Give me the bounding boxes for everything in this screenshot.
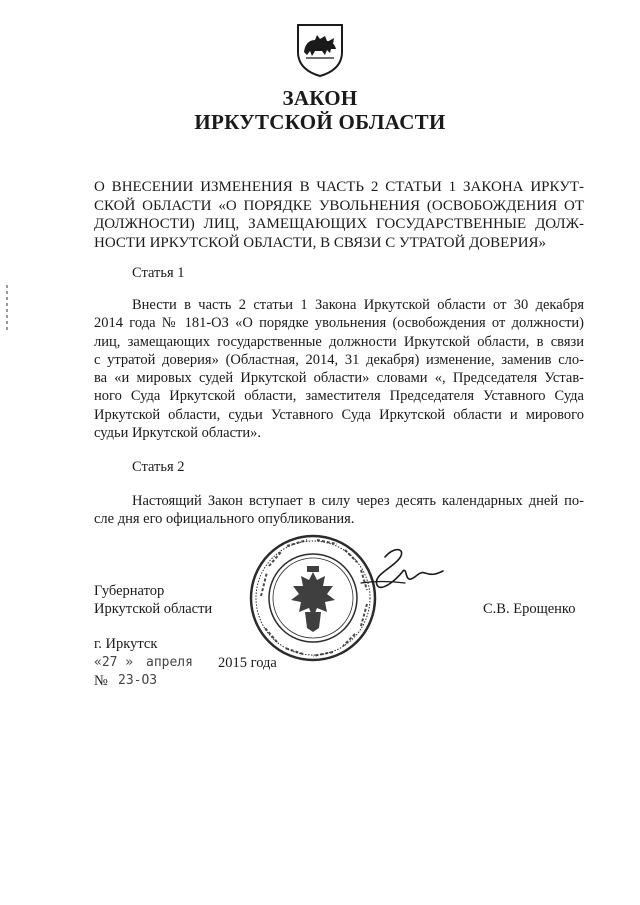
body-line: с утратой доверия» (Областная, 2014, 31 декабря) изменение, заменив сло- <box>94 351 584 368</box>
heading-line: СКОЙ ОБЛАСТИ «О ПОРЯДКЕ УВОЛЬНЕНИЯ (ОСВОБОЖДЕНИЯ ОТ <box>94 197 584 214</box>
body-line: лиц, замещающих государственные должности Иркутской области, в связи <box>94 333 584 350</box>
signer-position-line1: Губернатор <box>94 583 165 599</box>
scan-margin-mark <box>6 285 8 333</box>
body-line: сле дня его официального опубликования. <box>94 511 355 528</box>
body-line: Иркутской области, судьи Уставного Суда Иркутской области и мирового <box>94 406 584 423</box>
city: г. Иркутск <box>94 636 158 652</box>
number-label: № <box>94 673 108 689</box>
heading-line: НОСТИ ИРКУТСКОЙ ОБЛАСТИ, В СВЯЗИ С УТРАТОЙ ДОВЕРИЯ» <box>94 234 547 251</box>
body-line: 2014 года № 181-ОЗ «О порядке увольнения (освобождения от должности) <box>94 315 584 332</box>
article2-text <box>94 492 584 529</box>
heading-line: ДОЛЖНОСТИ) ЛИЦ, ЗАМЕЩАЮЩИХ ГОСУДАРСТВЕННЫЕ ДОЛЖ- <box>94 216 584 232</box>
law-heading <box>94 178 584 252</box>
body-line: ва «и мировых судей Иркутской области» словами «, Председателя Устав- <box>94 370 584 387</box>
heading-line: О ВНЕСЕНИИ ИЗМЕНЕНИЯ В ЧАСТЬ 2 СТАТЬИ 1 ЗАКОНА ИРКУТ- <box>94 179 584 195</box>
article1-text <box>94 296 584 442</box>
body-line: Настоящий Закон вступает в силу через десять календарных дней по- <box>132 493 584 509</box>
article1-label: Статья 1 <box>132 265 185 281</box>
law-title-line2: ИРКУТСКОЙ ОБЛАСТИ <box>194 110 446 134</box>
signer-name: С.В. Ерощенко <box>483 601 576 617</box>
law-title-line1: ЗАКОН <box>282 86 358 110</box>
article2-label: Статья 2 <box>132 459 185 475</box>
date-day: «27 » <box>94 655 134 670</box>
date-year: 2015 года <box>218 655 277 671</box>
coat-of-arms-icon <box>295 22 345 78</box>
body-line: Внести в часть 2 статьи 1 Закона Иркутской области от 30 декабря <box>132 297 584 313</box>
date-month: апреля <box>146 655 193 670</box>
signer-position-line2: Иркутской области <box>94 601 213 617</box>
number-value: 23-ОЗ <box>118 673 158 688</box>
body-line: судьи Иркутской области». <box>94 425 262 442</box>
body-line: ного Суда Иркутской области, заместителя Председателя Уставного Суда <box>94 388 584 405</box>
handwritten-signature <box>355 545 445 600</box>
